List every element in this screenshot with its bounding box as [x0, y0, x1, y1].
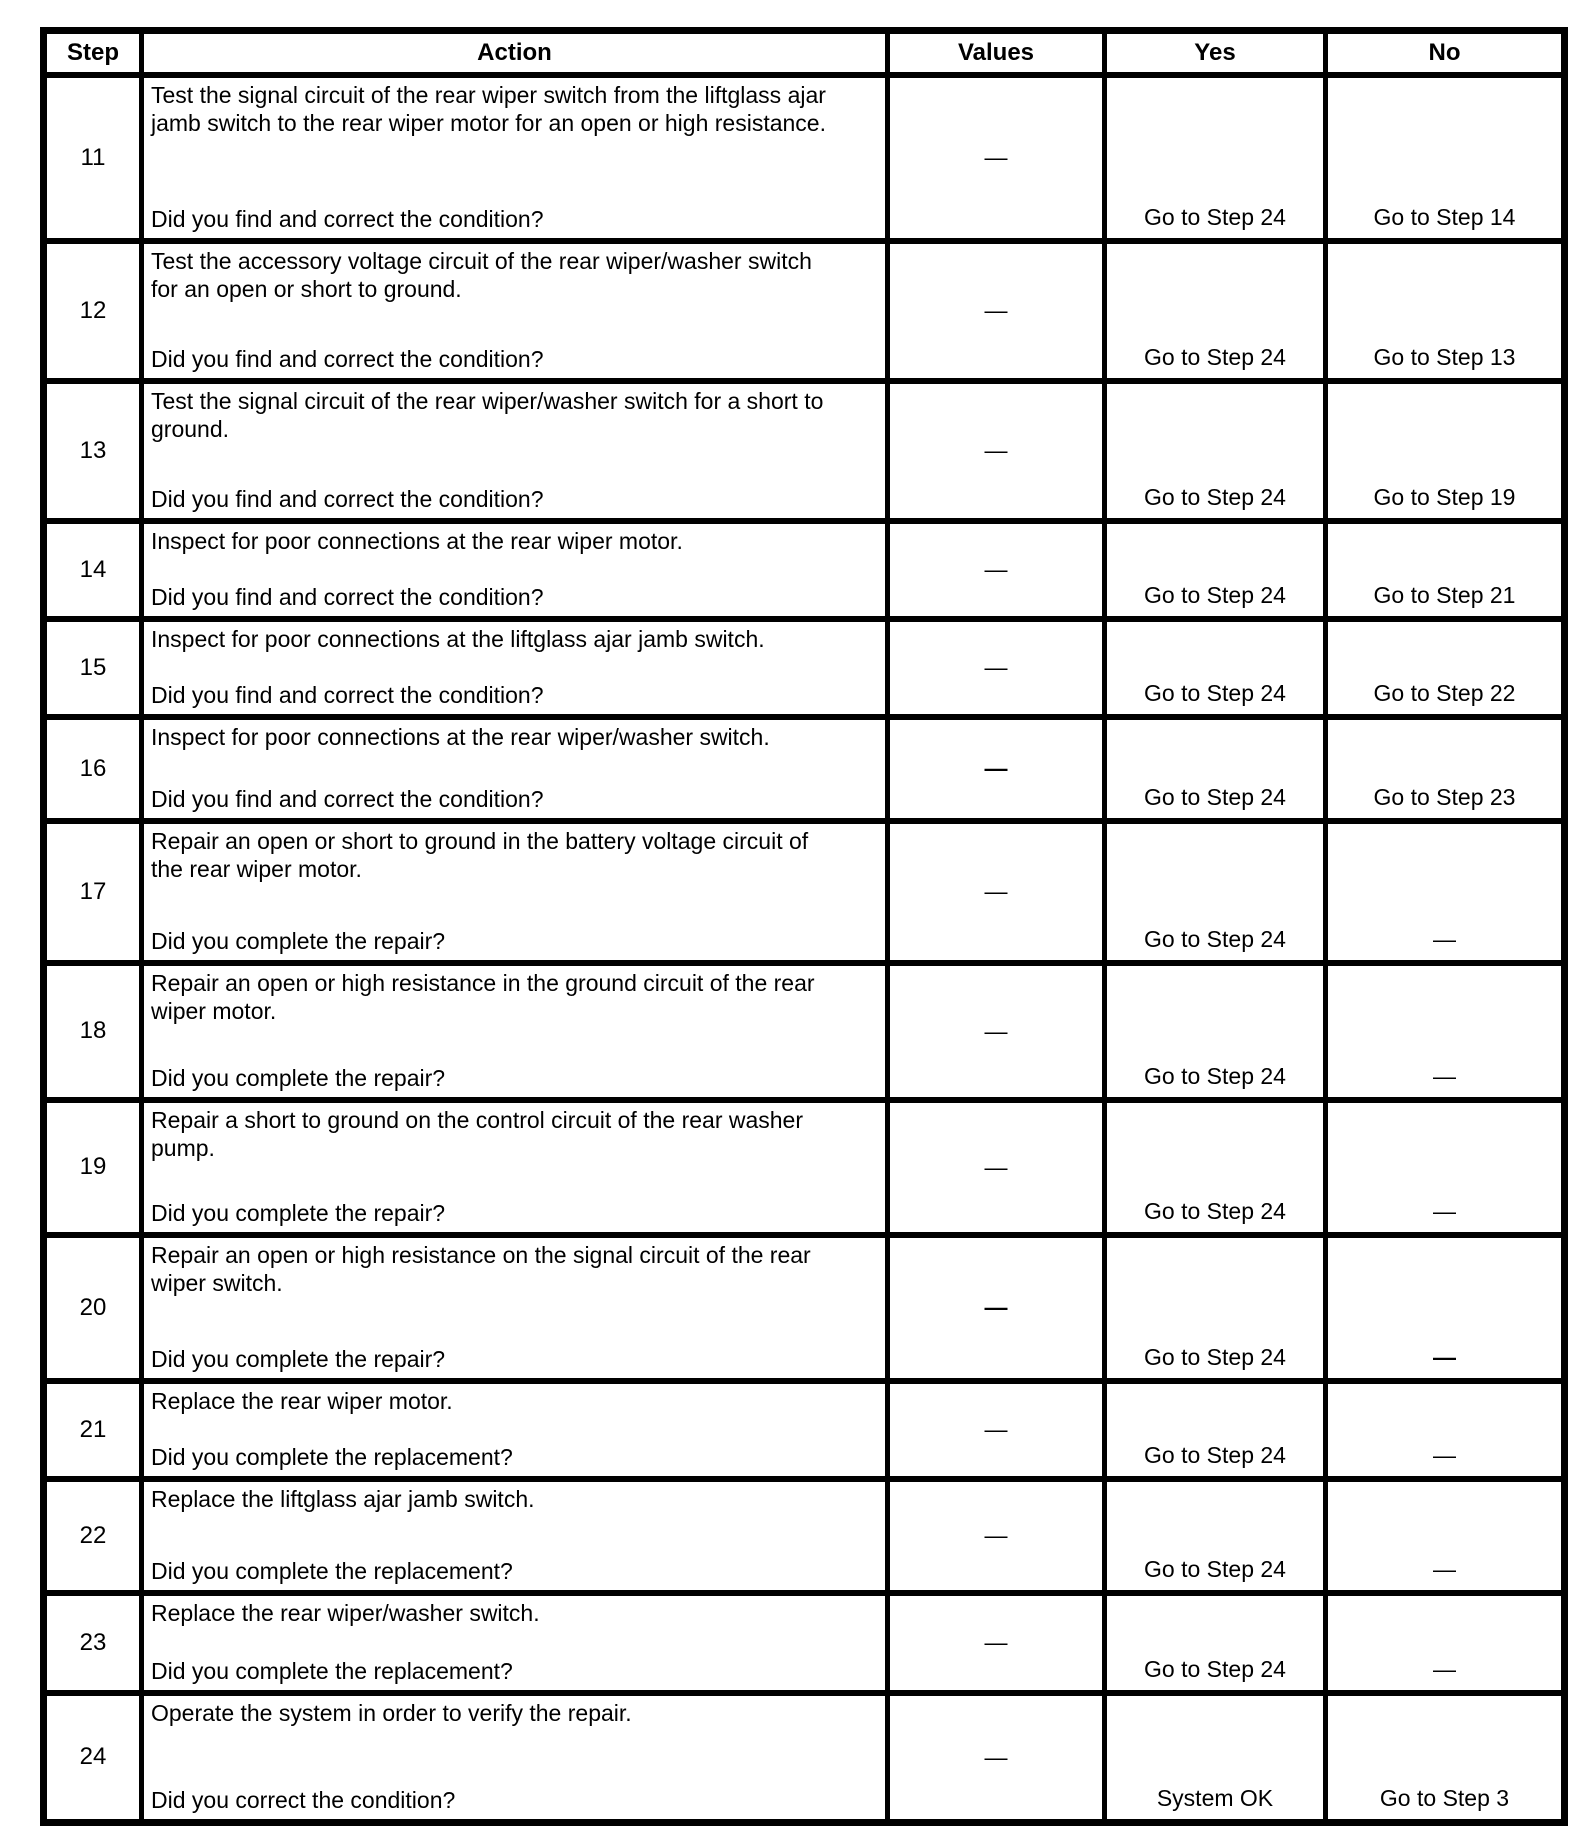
table-row	[44, 821, 1565, 963]
action-text: Repair a short to ground on the control circuit of the rear washer pump.	[151, 1106, 804, 1161]
table-body	[44, 75, 1565, 1823]
values-cell: —	[888, 1381, 1105, 1479]
action-cell	[142, 381, 888, 521]
header-values: Values	[888, 31, 1105, 75]
action-question: Did you complete the repair?	[151, 1064, 446, 1091]
step-number-cell: 19	[44, 1100, 142, 1235]
step-number-cell: 15	[44, 619, 142, 717]
table-header	[44, 31, 1565, 75]
step-number-cell: 16	[44, 717, 142, 821]
yes-cell: Go to Step 24	[1105, 821, 1326, 963]
yes-cell: Go to Step 24	[1105, 619, 1326, 717]
no-cell: —	[1326, 963, 1565, 1100]
action-cell	[142, 963, 888, 1100]
header-row	[44, 31, 1565, 75]
action-question: Did you find and correct the condition?	[151, 205, 544, 232]
action-cell	[142, 619, 888, 717]
yes-cell: Go to Step 24	[1105, 963, 1326, 1100]
action-cell	[142, 821, 888, 963]
values-cell: —	[888, 381, 1105, 521]
table-row	[44, 1100, 1565, 1235]
action-text: Test the signal circuit of the rear wiper switch from the liftglass ajar jamb switch to the rear wiper motor for an open or high resistance.	[151, 81, 826, 136]
table-row	[44, 717, 1565, 821]
header-step: Step	[44, 31, 142, 75]
values-cell: —	[888, 1693, 1105, 1823]
diagnostic-table	[40, 27, 1568, 1826]
table-row	[44, 1235, 1565, 1381]
action-question: Did you complete the replacement?	[151, 1443, 513, 1470]
no-cell: —	[1326, 821, 1565, 963]
values-cell: —	[888, 1235, 1105, 1381]
action-text: Inspect for poor connections at the rear wiper motor.	[151, 527, 683, 554]
values-cell: —	[888, 963, 1105, 1100]
yes-cell: Go to Step 24	[1105, 381, 1326, 521]
action-question: Did you complete the repair?	[151, 1345, 446, 1372]
no-cell: —	[1326, 1479, 1565, 1593]
action-question: Did you find and correct the condition?	[151, 785, 544, 812]
action-text: Replace the rear wiper/washer switch.	[151, 1599, 540, 1626]
step-number-cell: 21	[44, 1381, 142, 1479]
yes-cell: Go to Step 24	[1105, 75, 1326, 241]
action-cell	[142, 75, 888, 241]
values-cell: —	[888, 821, 1105, 963]
action-cell	[142, 717, 888, 821]
values-cell: —	[888, 521, 1105, 619]
no-cell: Go to Step 3	[1326, 1693, 1565, 1823]
yes-cell: Go to Step 24	[1105, 1100, 1326, 1235]
no-cell: Go to Step 13	[1326, 241, 1565, 381]
step-number-cell: 24	[44, 1693, 142, 1823]
table-row	[44, 241, 1565, 381]
action-text: Repair an open or high resistance on the signal circuit of the rear wiper switch.	[151, 1241, 811, 1296]
action-question: Did you find and correct the condition?	[151, 583, 544, 610]
action-text: Test the accessory voltage circuit of the rear wiper/washer switch for an open or short to ground.	[151, 247, 812, 302]
yes-cell: Go to Step 24	[1105, 1479, 1326, 1593]
values-cell: —	[888, 619, 1105, 717]
action-text: Replace the liftglass ajar jamb switch.	[151, 1485, 535, 1512]
table-row	[44, 521, 1565, 619]
action-text: Replace the rear wiper motor.	[151, 1387, 453, 1414]
action-question: Did you complete the repair?	[151, 927, 446, 954]
action-cell	[142, 1100, 888, 1235]
values-cell: —	[888, 717, 1105, 821]
action-question: Did you correct the condition?	[151, 1787, 456, 1813]
action-cell	[142, 1693, 888, 1823]
table-row	[44, 963, 1565, 1100]
step-number-cell: 14	[44, 521, 142, 619]
action-cell	[142, 1479, 888, 1593]
values-cell: —	[888, 1100, 1105, 1235]
yes-cell: System OK	[1105, 1693, 1326, 1823]
step-number-cell: 13	[44, 381, 142, 521]
action-question: Did you find and correct the condition?	[151, 485, 544, 512]
action-text: Inspect for poor connections at the rear wiper/washer switch.	[151, 723, 770, 750]
step-number-cell: 20	[44, 1235, 142, 1381]
table-row	[44, 1593, 1565, 1693]
table-row	[44, 1381, 1565, 1479]
header-action: Action	[142, 31, 888, 75]
action-cell	[142, 1593, 888, 1693]
values-cell: —	[888, 1593, 1105, 1693]
action-question: Did you find and correct the condition?	[151, 681, 544, 708]
no-cell: Go to Step 23	[1326, 717, 1565, 821]
yes-cell: Go to Step 24	[1105, 717, 1326, 821]
values-cell: —	[888, 241, 1105, 381]
action-cell	[142, 1381, 888, 1479]
action-question: Did you find and correct the condition?	[151, 345, 544, 372]
no-cell: —	[1326, 1381, 1565, 1479]
no-cell: Go to Step 14	[1326, 75, 1565, 241]
table-row	[44, 381, 1565, 521]
action-text: Repair an open or short to ground in the battery voltage circuit of the rear wiper motor.	[151, 827, 809, 882]
action-question: Did you complete the repair?	[151, 1199, 446, 1226]
step-number-cell: 23	[44, 1593, 142, 1693]
step-number-cell: 18	[44, 963, 142, 1100]
action-text: Inspect for poor connections at the liftglass ajar jamb switch.	[151, 625, 765, 652]
header-yes: Yes	[1105, 31, 1326, 75]
header-no: No	[1326, 31, 1565, 75]
yes-cell: Go to Step 24	[1105, 1381, 1326, 1479]
action-question: Did you complete the replacement?	[151, 1657, 513, 1684]
yes-cell: Go to Step 24	[1105, 521, 1326, 619]
yes-cell: Go to Step 24	[1105, 241, 1326, 381]
yes-cell: Go to Step 24	[1105, 1235, 1326, 1381]
action-cell	[142, 1235, 888, 1381]
no-cell: —	[1326, 1593, 1565, 1693]
table-row	[44, 1693, 1565, 1823]
no-cell: Go to Step 21	[1326, 521, 1565, 619]
step-number-cell: 22	[44, 1479, 142, 1593]
action-cell	[142, 241, 888, 381]
step-number-cell: 17	[44, 821, 142, 963]
action-cell	[142, 521, 888, 619]
action-question: Did you complete the replacement?	[151, 1557, 513, 1584]
action-text: Repair an open or high resistance in the ground circuit of the rear wiper motor.	[151, 969, 815, 1024]
table-row	[44, 75, 1565, 241]
table-row	[44, 1479, 1565, 1593]
step-number-cell: 12	[44, 241, 142, 381]
table-row	[44, 619, 1565, 717]
no-cell: —	[1326, 1100, 1565, 1235]
no-cell: Go to Step 19	[1326, 381, 1565, 521]
values-cell: —	[888, 1479, 1105, 1593]
no-cell: —	[1326, 1235, 1565, 1381]
action-text: Operate the system in order to verify the repair.	[151, 1699, 632, 1726]
no-cell: Go to Step 22	[1326, 619, 1565, 717]
yes-cell: Go to Step 24	[1105, 1593, 1326, 1693]
values-cell: —	[888, 75, 1105, 241]
step-number-cell: 11	[44, 75, 142, 241]
action-text: Test the signal circuit of the rear wiper/washer switch for a short to ground.	[151, 387, 824, 442]
